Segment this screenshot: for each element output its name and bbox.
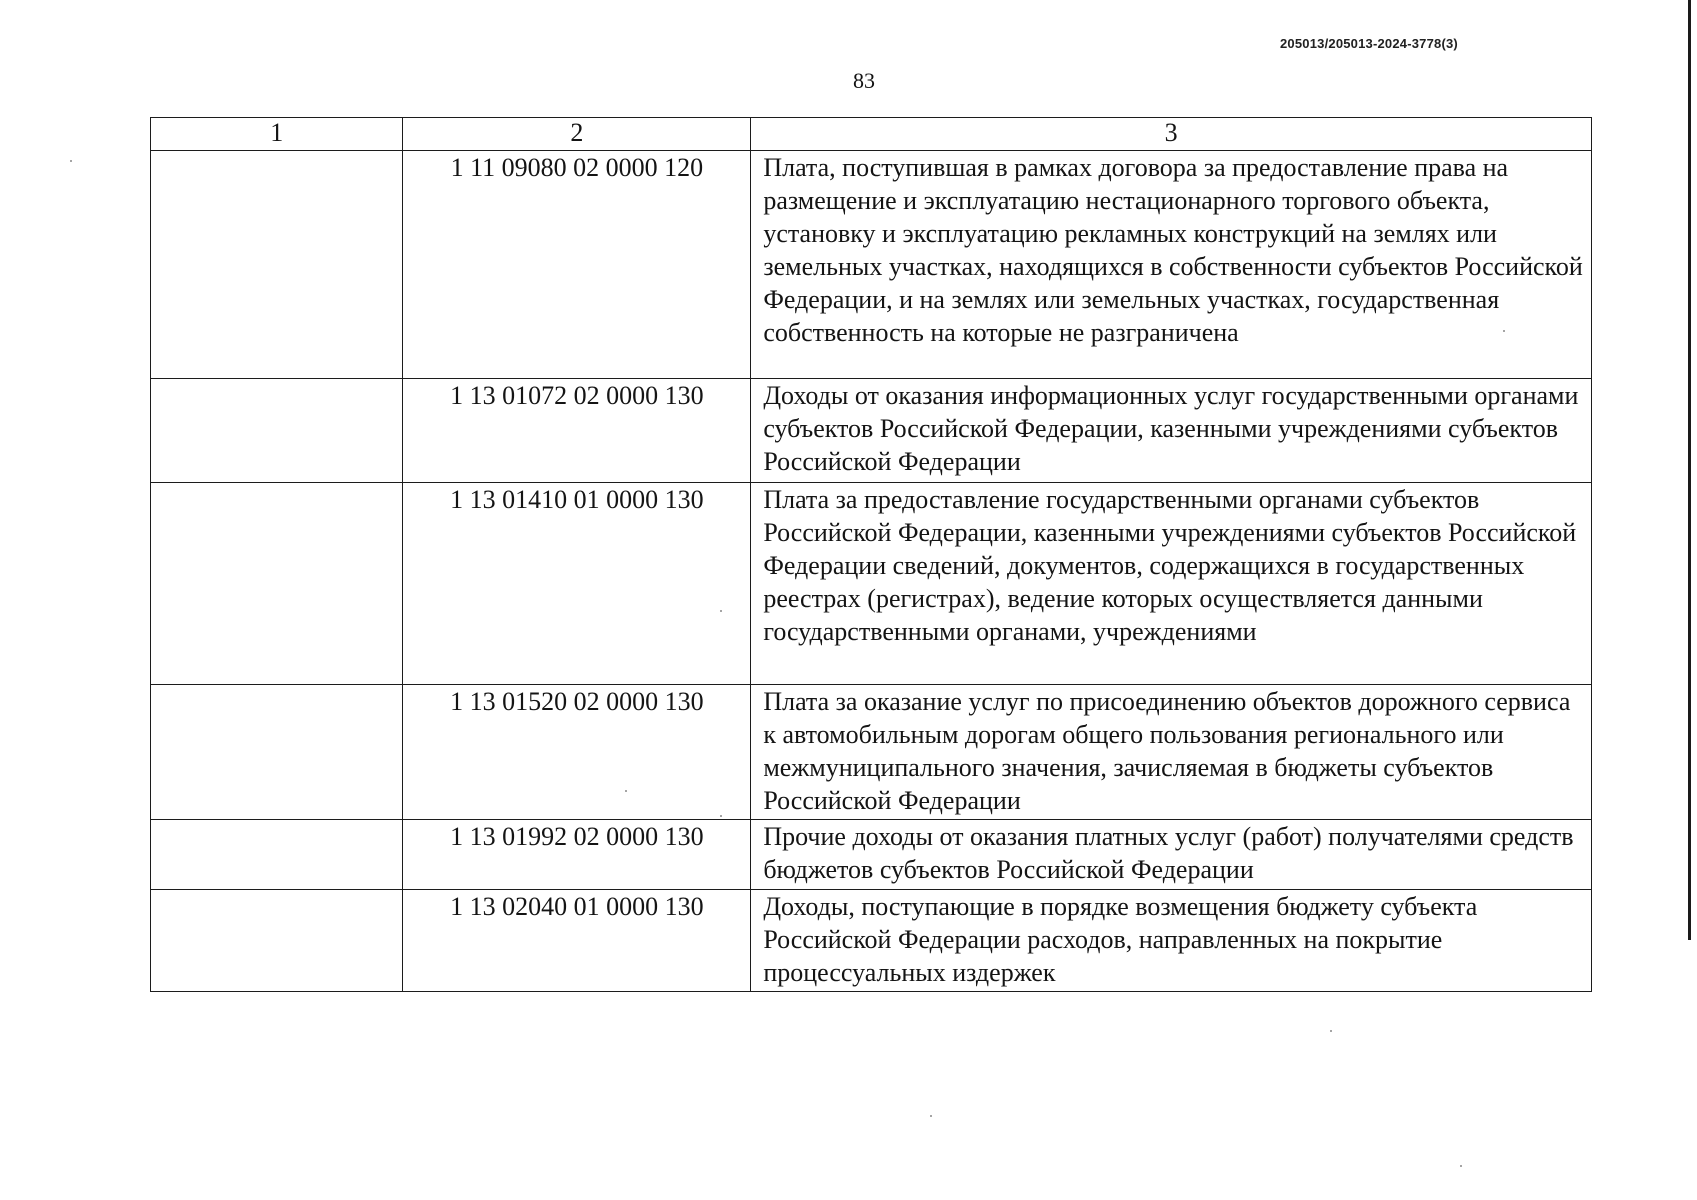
table-header-row <box>151 118 1592 151</box>
description-cell: Прочие доходы от оказания платных услуг (работ) получателями средств бюджетов субъектов Российской Федерации <box>751 820 1592 890</box>
row-col1-cell <box>151 820 403 890</box>
budget-code-cell: 1 13 01992 02 0000 130 <box>403 820 751 890</box>
table-row <box>151 890 1592 992</box>
scan-speck <box>70 160 72 162</box>
row-col1-cell <box>151 483 403 685</box>
scan-speck <box>720 610 722 612</box>
scan-speck <box>1503 330 1505 332</box>
table-row <box>151 820 1592 890</box>
scan-edge-line <box>1688 0 1691 940</box>
table-row <box>151 685 1592 820</box>
table-row <box>151 483 1592 685</box>
row-col1-cell <box>151 379 403 483</box>
column-header-1: 1 <box>151 118 403 151</box>
budget-code-cell: 1 13 01410 01 0000 130 <box>403 483 751 685</box>
scan-speck <box>625 790 627 792</box>
row-col1-cell <box>151 685 403 820</box>
table-row <box>151 379 1592 483</box>
scan-speck <box>930 1115 932 1117</box>
row-col1-cell <box>151 890 403 992</box>
description-cell: Плата за оказание услуг по присоединению объектов дорожного сервиса к автомобильным дорогам общего пользования регионального или межмуниципального значения, зачисляемая в бюджеты субъектов Российской Федерации <box>751 685 1592 820</box>
page-number: 83 <box>853 68 875 93</box>
table-row <box>151 151 1592 379</box>
revenue-classification-table <box>150 117 1592 992</box>
description-cell: Доходы, поступающие в порядке возмещения бюджету субъекта Российской Федерации расходов, направленных на покрытие процессуальных издержек <box>751 890 1592 992</box>
budget-code-cell: 1 11 09080 02 0000 120 <box>403 151 751 379</box>
row-col1-cell <box>151 151 403 379</box>
column-header-3: 3 <box>751 118 1592 151</box>
budget-code-cell: 1 13 01520 02 0000 130 <box>403 685 751 820</box>
scan-speck <box>720 815 722 817</box>
description-cell: Доходы от оказания информационных услуг государственными органами субъектов Российской Федерации, казенными учреждениями субъектов Российской Федерации <box>751 379 1592 483</box>
column-header-2: 2 <box>403 118 751 151</box>
budget-code-cell: 1 13 02040 01 0000 130 <box>403 890 751 992</box>
description-cell: Плата за предоставление государственными органами субъектов Российской Федерации, казенными учреждениями субъектов Российской Федерации сведений, документов, содержащихся в государственных реестрах (регистрах), ведение которых осуществляется данными государственными органами, учреждениями <box>751 483 1592 685</box>
document-id: 205013/205013-2024-3778(3) <box>1280 36 1458 51</box>
description-cell: Плата, поступившая в рамках договора за предоставление права на размещение и эксплуатацию нестационарного торгового объекта, установку и эксплуатацию рекламных конструкций на землях или земельных участках, находящихся в собственности субъектов Российской Федерации, и на землях или земельных участках, государственная собственность на которые не разграничена <box>751 151 1592 379</box>
budget-code-cell: 1 13 01072 02 0000 130 <box>403 379 751 483</box>
scan-speck <box>1460 1165 1462 1167</box>
scan-speck <box>1330 1030 1332 1032</box>
